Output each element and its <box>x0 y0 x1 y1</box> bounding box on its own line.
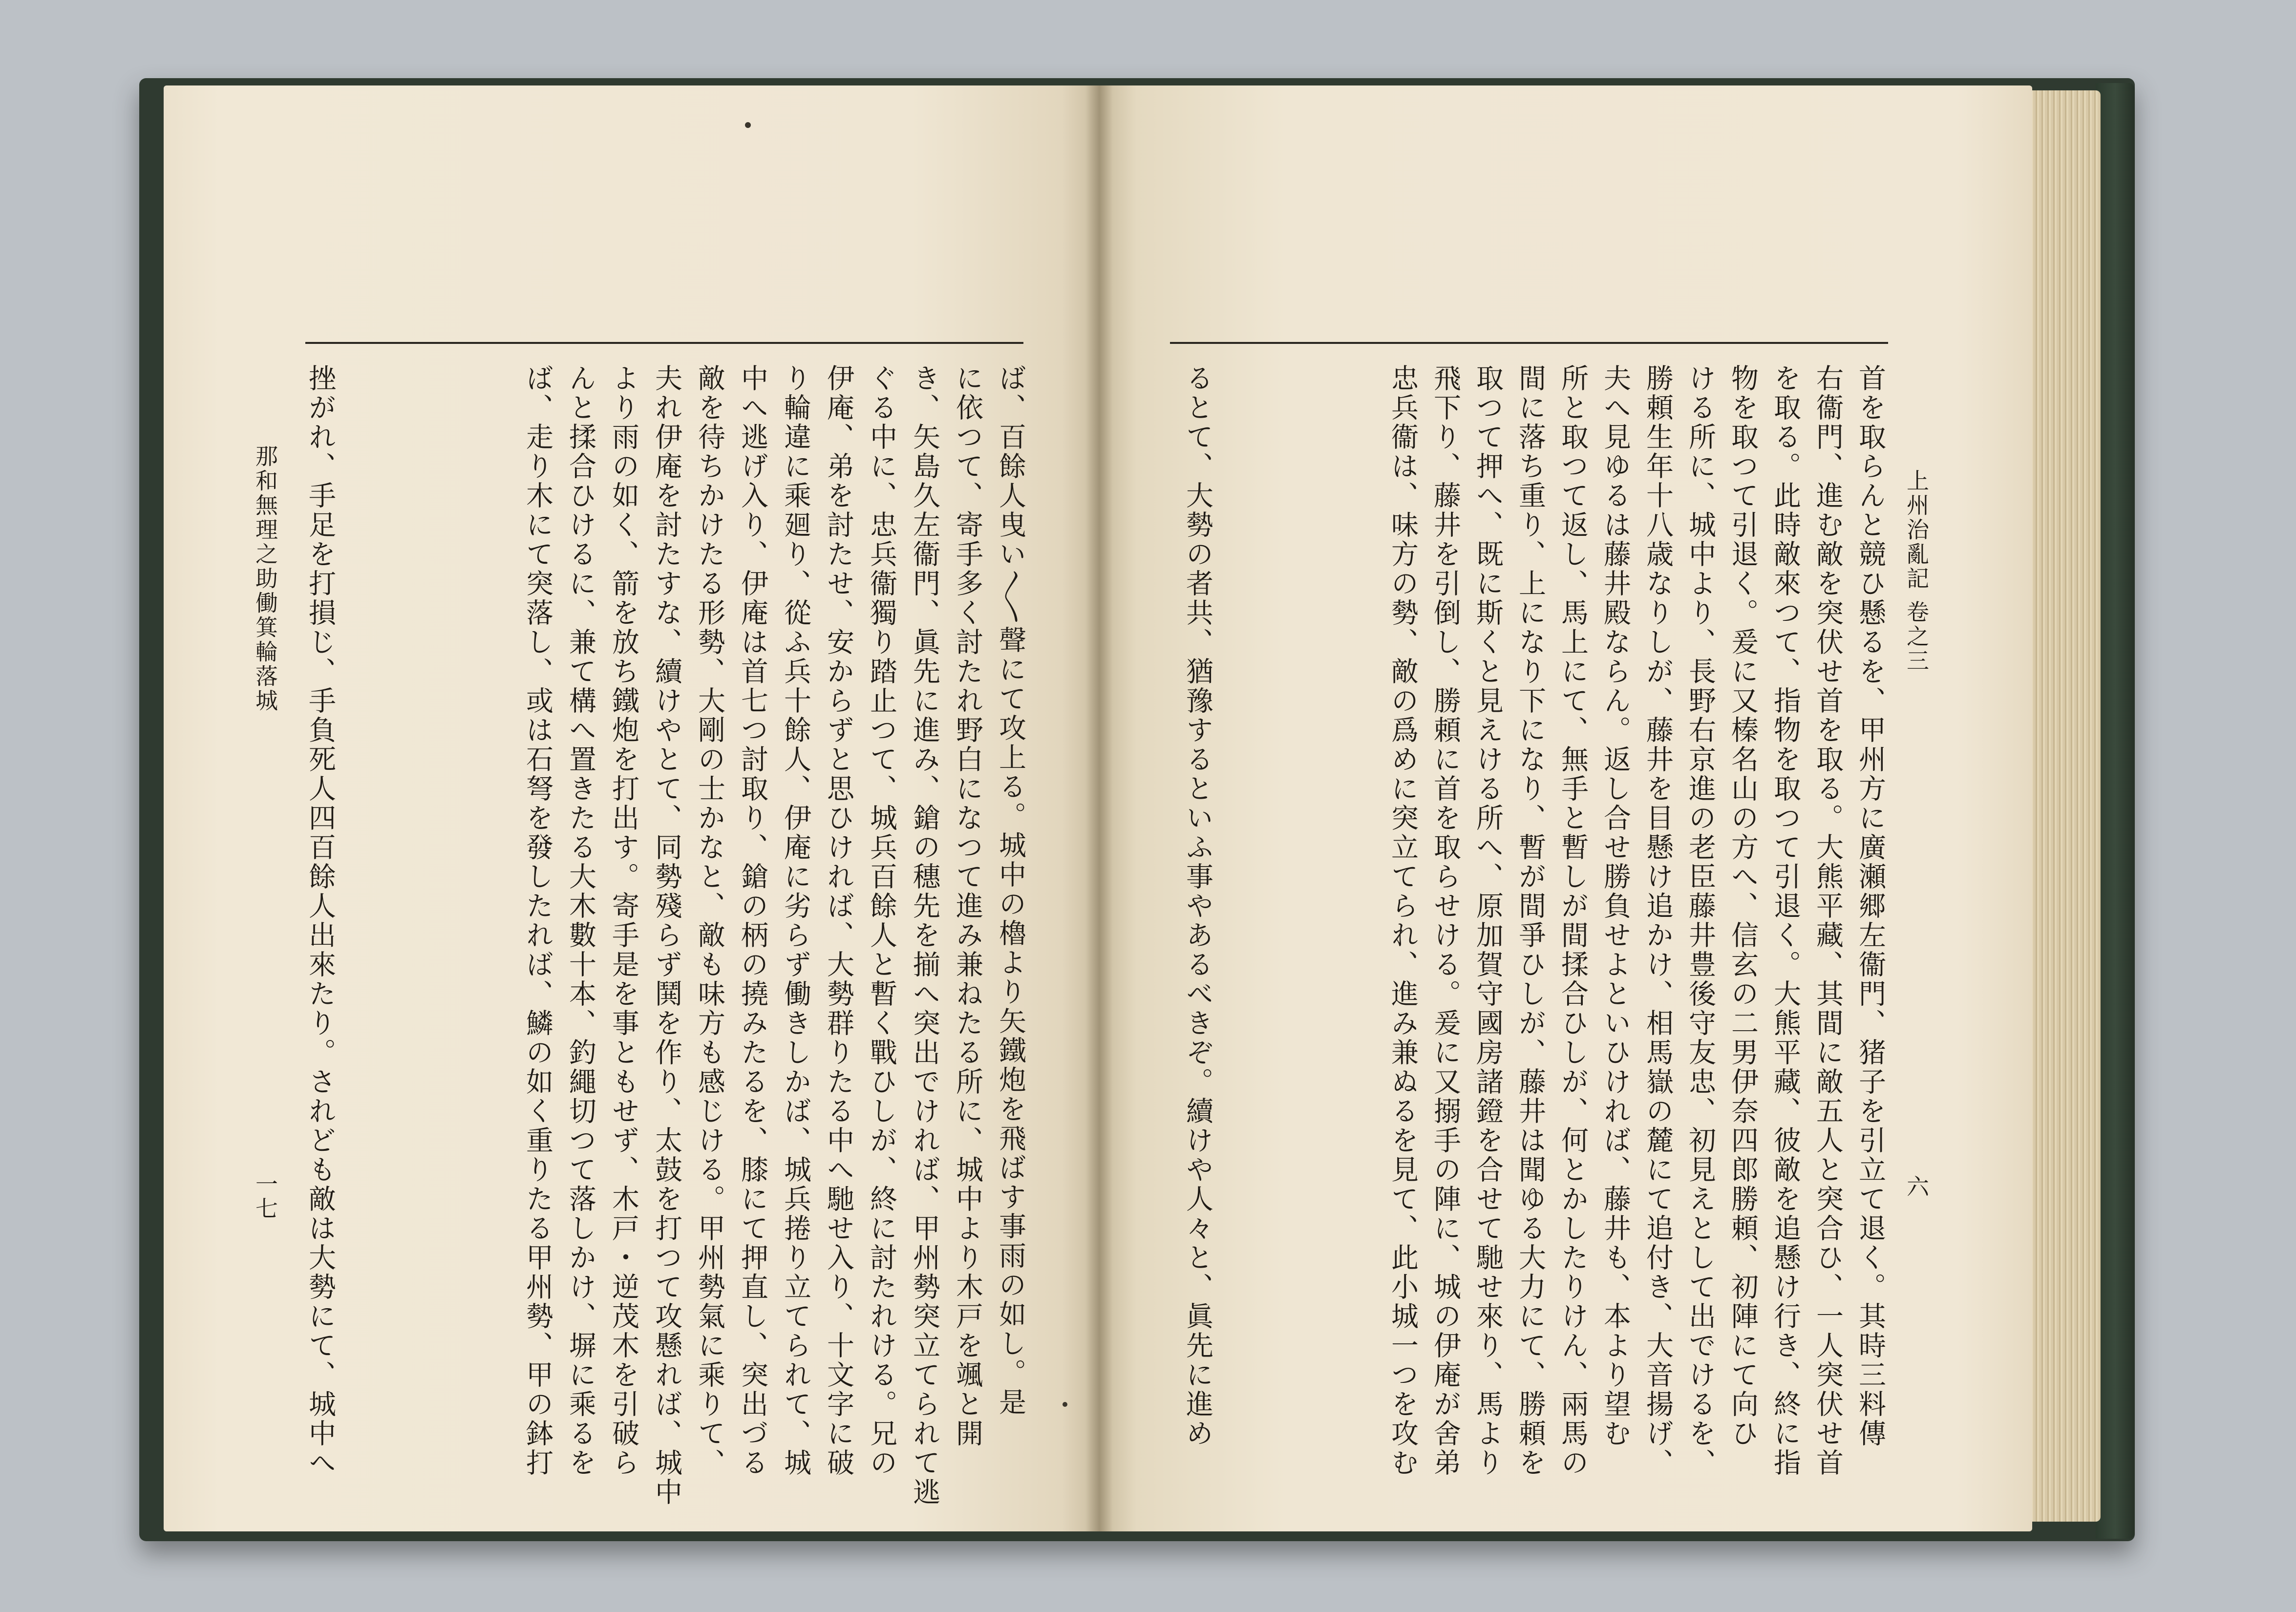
text-column: り輪違に乘廻り、從ふ兵十餘人、伊庵に劣らず働きしかば、城兵捲り立てられて、城 <box>780 364 811 1478</box>
page-number-right: 六 <box>1903 1175 1930 1199</box>
right-header-rule <box>1170 342 1888 344</box>
text-column: 勝頼生年十八歳なりしが、藤井を目懸け追かけ、相馬嶽の麓にて追付き、大音揚げ、 <box>1642 364 1674 1478</box>
book-gutter <box>1085 85 1113 1531</box>
text-column: んと揉合ひけるに、兼て構へ置きたる大木數十本、釣繩切つて落しかけ、塀に乘るを <box>565 364 596 1478</box>
running-footer-title: 那和無理之助働箕輪落城 <box>252 445 278 713</box>
text-column: ば、走り木にて突落し、或は石弩を發したれば、鱗の如く重りたる甲州勢、甲の鉢打 <box>522 364 553 1478</box>
running-head-title: 上州治亂記 卷之三 <box>1903 469 1930 674</box>
page-number-left: 一七 <box>252 1172 278 1221</box>
text-column: ける所に、城中より、長野右京進の老臣藤井豊後守友忠、初見えとして出でけるを、 <box>1684 364 1716 1478</box>
text-column: 夫へ見ゆるは藤井殿ならん。返し合せ勝負せよといひければ、藤井も、本より望む <box>1599 364 1631 1448</box>
text-column: 夫れ伊庵を討たすな、續けやとて、同勢殘らず鬨を作り、太鼓を打つて攻懸れば、城中 <box>651 364 682 1507</box>
cover-edge <box>2096 83 2135 1539</box>
text-column: 所と取つて返し、馬上にて、無手と暫しが間揉合ひしが、何とかしたりけん、兩馬の <box>1557 364 1589 1478</box>
text-column: 伊庵、弟を討たせ、安からずと思ひければ、大勢群りたる中へ馳せ入り、十文字に破 <box>823 364 854 1478</box>
left-header-rule <box>305 342 1023 344</box>
text-column: 右衞門、進む敵を突伏せ首を取る。大熊平藏、其間に敵五人と突合ひ、一人突伏せ首 <box>1812 364 1844 1478</box>
text-column: 飛下り、藤井を引倒し、勝頼に首を取らせける。爰に又搦手の陣に、城の伊庵が舍弟 <box>1429 364 1461 1478</box>
text-column: るとて、大勢の者共、猶豫するといふ事やあるべきぞ。續けや人々と、眞先に進め <box>1182 364 1213 1448</box>
text-column: 中へ逃げ入り、伊庵は首七つ討取り、鎗の柄の撓みたるを、膝にて押直し、突出づる <box>737 364 768 1478</box>
text-column: 敵を待ちかけたる形勢、大剛の士かなと、敵も味方も感じける。甲州勢氣に乘りて、 <box>694 364 725 1478</box>
text-column: 首を取らんと競ひ懸るを、甲州方に廣瀬郷左衞門、猪子を引立て退く。其時三料傳 <box>1854 364 1886 1448</box>
text-column: ぐる中に、忠兵衞獨り踏止つて、城兵百餘人と暫く戰ひしが、終に討たれける。兄の <box>866 364 897 1478</box>
text-column: を取る。此時敵來つて、指物を取つて引退く。大熊平藏、彼敵を追懸け行き、終に指 <box>1769 364 1801 1478</box>
text-column: 間に落ち重り、上になり下になり、暫が間爭ひしが、藤井は聞ゆる大力にて、勝頼を <box>1514 364 1546 1478</box>
paper-fleck <box>745 122 751 128</box>
text-column: に依つて、寄手多く討たれ野白になつて進み兼ねたる所に、城中より木戸を颯と開 <box>952 364 983 1448</box>
text-column: 物を取つて引退く。爰に又榛名山の方へ、信玄の二男伊奈四郎勝頼、初陣にて向ひ <box>1727 364 1759 1448</box>
text-column: 取つて押へ、既に斯くと見えける所へ、原加賀守國房諸鐙を合せて馳せ來り、馬より <box>1472 364 1504 1478</box>
paper-fleck <box>1063 1402 1067 1407</box>
text-column: 忠兵衞は、味方の勢、敵の爲めに突立てられ、進み兼ぬるを見て、此小城一つを攻む <box>1387 364 1419 1478</box>
text-column: き、矢島久左衞門、眞先に進み、鎗の穗先を揃へ突出でければ、甲州勢突立てられて逃 <box>909 364 940 1507</box>
text-column: 挫がれ、手足を打損じ、手負死人四百餘人出來たり。されども敵は大勢にて、城中へ <box>304 364 336 1478</box>
page-stack-edge <box>2027 90 2101 1522</box>
text-column: ば、百餘人曳い〳〵聲にて攻上る。城中の櫓より矢鐵炮を飛ばす事雨の如し。是 <box>995 364 1026 1417</box>
text-column: より雨の如く、箭を放ち鐵炮を打出す。寄手是を事ともせず、木戸・逆茂木を引破ら <box>608 364 639 1478</box>
